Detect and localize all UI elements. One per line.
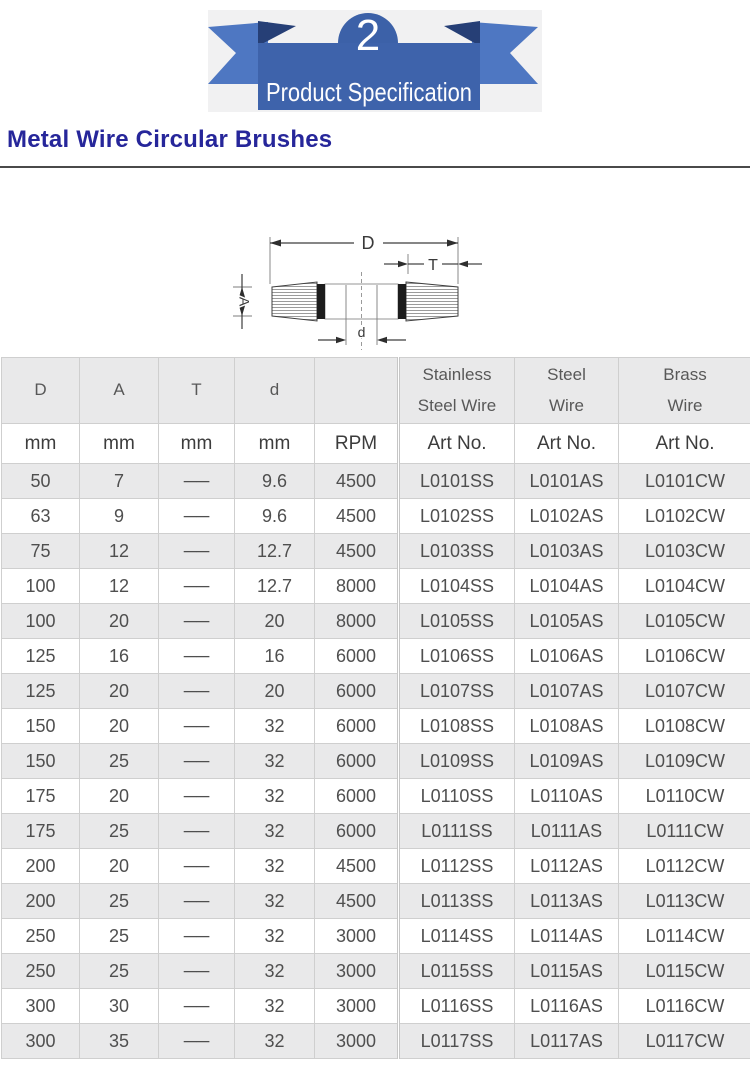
table-cell: 250 [2, 919, 80, 954]
table-row [2, 744, 750, 779]
table-row [2, 604, 750, 639]
left-bristles [272, 282, 317, 321]
right-clamp [398, 284, 406, 319]
spec-table-head [2, 358, 750, 464]
table-cell: L0106CW [619, 639, 750, 674]
table-cell: L0102AS [515, 499, 619, 534]
column-header-line2: Wire [549, 395, 584, 415]
table-cell: L0108SS [399, 709, 515, 744]
table-cell: 125 [2, 674, 80, 709]
table-row [2, 709, 750, 744]
table-cell: 25 [80, 814, 159, 849]
table-row [2, 814, 750, 849]
spec-table [1, 357, 750, 1059]
column-header-line2: Steel Wire [417, 395, 497, 415]
table-cell: 20 [80, 849, 159, 884]
table-cell: 6000 [315, 639, 399, 674]
table-cell: 20 [235, 674, 315, 709]
table-cell: 300 [2, 1024, 80, 1059]
column-header [80, 358, 159, 424]
dim-label-bore: d [357, 324, 366, 340]
table-cell: L0101AS [515, 464, 619, 499]
table-row [2, 919, 750, 954]
table-cell: 32 [235, 989, 315, 1024]
right-bristles [406, 282, 458, 321]
table-cell: 32 [235, 849, 315, 884]
table-cell: ── [159, 604, 235, 639]
dim-label-outer-diameter: D [361, 233, 375, 253]
table-cell: 16 [235, 639, 315, 674]
table-cell: L0102CW [619, 499, 750, 534]
table-cell: L0105AS [515, 604, 619, 639]
column-header-line1: Steel [547, 364, 586, 384]
table-cell: 175 [2, 814, 80, 849]
table-cell: ── [159, 989, 235, 1024]
table-cell: ── [159, 709, 235, 744]
table-row [2, 499, 750, 534]
table-cell: L0109AS [515, 744, 619, 779]
table-cell: 4500 [315, 884, 399, 919]
table-row [2, 849, 750, 884]
table-cell: 4500 [315, 849, 399, 884]
header-group-row [2, 358, 750, 424]
table-cell: L0111AS [515, 814, 619, 849]
table-cell: ── [159, 534, 235, 569]
ribbon-label: Product Specification [266, 77, 472, 107]
table-cell: L0110SS [399, 779, 515, 814]
column-header-line1: Stainless [422, 364, 492, 384]
table-row [2, 534, 750, 569]
table-cell: ── [159, 464, 235, 499]
column-header [399, 358, 515, 424]
column-header [2, 358, 80, 424]
table-cell: L0103CW [619, 534, 750, 569]
table-cell: L0117SS [399, 1024, 515, 1059]
table-cell: 20 [80, 779, 159, 814]
table-cell: L0101CW [619, 464, 750, 499]
table-cell: 200 [2, 884, 80, 919]
table-cell: L0112CW [619, 849, 750, 884]
table-cell: L0105SS [399, 604, 515, 639]
column-unit: mm [159, 424, 235, 464]
page-title: Metal Wire Circular Brushes [7, 126, 333, 153]
table-cell: ── [159, 639, 235, 674]
brush-diagram [0, 210, 750, 355]
table-cell: L0117CW [619, 1024, 750, 1059]
table-cell: 4500 [315, 499, 399, 534]
table-cell: 32 [235, 919, 315, 954]
table-cell: 25 [80, 919, 159, 954]
table-cell: 30 [80, 989, 159, 1024]
column-unit: mm [235, 424, 315, 464]
dim-label-face-width: A [236, 296, 253, 307]
table-row [2, 674, 750, 709]
table-cell: L0107CW [619, 674, 750, 709]
table-cell: L0104CW [619, 569, 750, 604]
table-row [2, 989, 750, 1024]
column-header [619, 358, 750, 424]
table-cell: 35 [80, 1024, 159, 1059]
table-cell: L0113SS [399, 884, 515, 919]
table-cell: L0114CW [619, 919, 750, 954]
table-cell: 32 [235, 884, 315, 919]
table-cell: 3000 [315, 954, 399, 989]
table-row [2, 464, 750, 499]
table-cell: ── [159, 674, 235, 709]
table-cell: 8000 [315, 604, 399, 639]
table-cell: 32 [235, 709, 315, 744]
table-cell: 175 [2, 779, 80, 814]
table-cell: 7 [80, 464, 159, 499]
table-cell: L0103SS [399, 534, 515, 569]
title-divider [0, 166, 750, 168]
table-row [2, 884, 750, 919]
column-unit: Art No. [515, 424, 619, 464]
table-cell: ── [159, 1024, 235, 1059]
table-cell: 9 [80, 499, 159, 534]
column-unit: Art No. [619, 424, 750, 464]
table-cell: L0104SS [399, 569, 515, 604]
table-cell: 25 [80, 744, 159, 779]
table-cell: L0107SS [399, 674, 515, 709]
table-cell: L0116AS [515, 989, 619, 1024]
table-cell: L0111SS [399, 814, 515, 849]
column-header-line1: d [269, 380, 280, 400]
table-cell: 20 [80, 604, 159, 639]
column-unit: Art No. [399, 424, 515, 464]
table-cell: 150 [2, 709, 80, 744]
table-cell: 20 [80, 709, 159, 744]
table-cell: L0110CW [619, 779, 750, 814]
table-cell: 25 [80, 954, 159, 989]
table-cell: L0114AS [515, 919, 619, 954]
table-cell: 250 [2, 954, 80, 989]
table-cell: ── [159, 814, 235, 849]
table-cell: L0104AS [515, 569, 619, 604]
column-unit: mm [80, 424, 159, 464]
table-row [2, 779, 750, 814]
table-cell: L0112SS [399, 849, 515, 884]
column-header [235, 358, 315, 424]
table-cell: L0103AS [515, 534, 619, 569]
table-cell: L0114SS [399, 919, 515, 954]
table-cell: 300 [2, 989, 80, 1024]
table-cell: L0115SS [399, 954, 515, 989]
table-cell: L0111CW [619, 814, 750, 849]
table-cell: 6000 [315, 709, 399, 744]
table-cell: L0109CW [619, 744, 750, 779]
table-cell: 75 [2, 534, 80, 569]
table-cell: ── [159, 499, 235, 534]
table-cell: ── [159, 884, 235, 919]
table-cell: L0105CW [619, 604, 750, 639]
table-cell: L0102SS [399, 499, 515, 534]
table-cell: L0113CW [619, 884, 750, 919]
ribbon-banner [0, 0, 750, 118]
column-unit: mm [2, 424, 80, 464]
table-row [2, 569, 750, 604]
table-cell: 50 [2, 464, 80, 499]
table-cell: 12.7 [235, 569, 315, 604]
table-cell: 6000 [315, 814, 399, 849]
table-cell: L0110AS [515, 779, 619, 814]
table-cell: L0109SS [399, 744, 515, 779]
table-row [2, 639, 750, 674]
column-header [515, 358, 619, 424]
table-row [2, 1024, 750, 1059]
table-cell: ── [159, 849, 235, 884]
table-cell: 12.7 [235, 534, 315, 569]
header-unit-row [2, 424, 750, 464]
table-cell: ── [159, 954, 235, 989]
table-cell: 12 [80, 569, 159, 604]
table-cell: L0106AS [515, 639, 619, 674]
table-cell: L0115CW [619, 954, 750, 989]
table-cell: 3000 [315, 989, 399, 1024]
table-cell: L0113AS [515, 884, 619, 919]
table-cell: 4500 [315, 534, 399, 569]
table-cell: 16 [80, 639, 159, 674]
table-cell: L0108CW [619, 709, 750, 744]
table-cell: L0108AS [515, 709, 619, 744]
table-cell: ── [159, 744, 235, 779]
left-clamp [317, 284, 325, 319]
table-cell: 12 [80, 534, 159, 569]
table-cell: ── [159, 919, 235, 954]
ribbon-number: 2 [355, 11, 381, 60]
table-cell: 100 [2, 604, 80, 639]
column-unit: RPM [315, 424, 399, 464]
table-cell: 6000 [315, 779, 399, 814]
table-cell: 3000 [315, 919, 399, 954]
table-cell: 32 [235, 814, 315, 849]
column-header [315, 358, 399, 424]
table-cell: 32 [235, 744, 315, 779]
table-cell: 3000 [315, 1024, 399, 1059]
table-cell: 9.6 [235, 499, 315, 534]
column-header-line1: T [191, 380, 202, 400]
table-cell: 8000 [315, 569, 399, 604]
table-cell: 150 [2, 744, 80, 779]
table-cell: L0106SS [399, 639, 515, 674]
table-cell: L0116CW [619, 989, 750, 1024]
table-cell: 25 [80, 884, 159, 919]
column-header-line2: Wire [667, 395, 703, 415]
table-cell: 100 [2, 569, 80, 604]
table-cell: 6000 [315, 674, 399, 709]
table-cell: 200 [2, 849, 80, 884]
table-cell: L0112AS [515, 849, 619, 884]
table-row [2, 954, 750, 989]
table-cell: 32 [235, 954, 315, 989]
table-cell: 32 [235, 779, 315, 814]
table-cell: L0116SS [399, 989, 515, 1024]
column-header-line1: Brass [663, 364, 707, 384]
column-header [159, 358, 235, 424]
table-cell: 4500 [315, 464, 399, 499]
table-cell: L0107AS [515, 674, 619, 709]
dim-label-segment-width: T [428, 257, 438, 274]
table-cell: 20 [80, 674, 159, 709]
table-cell: L0117AS [515, 1024, 619, 1059]
table-cell: 9.6 [235, 464, 315, 499]
table-cell: L0101SS [399, 464, 515, 499]
table-cell: ── [159, 569, 235, 604]
table-cell: 6000 [315, 744, 399, 779]
spec-table-body [2, 464, 750, 1059]
table-cell: ── [159, 779, 235, 814]
table-cell: 125 [2, 639, 80, 674]
table-cell: 63 [2, 499, 80, 534]
table-cell: 32 [235, 1024, 315, 1059]
table-cell: L0115AS [515, 954, 619, 989]
table-cell: 20 [235, 604, 315, 639]
column-header-line1: D [34, 380, 47, 400]
column-header-line1: A [113, 380, 125, 400]
